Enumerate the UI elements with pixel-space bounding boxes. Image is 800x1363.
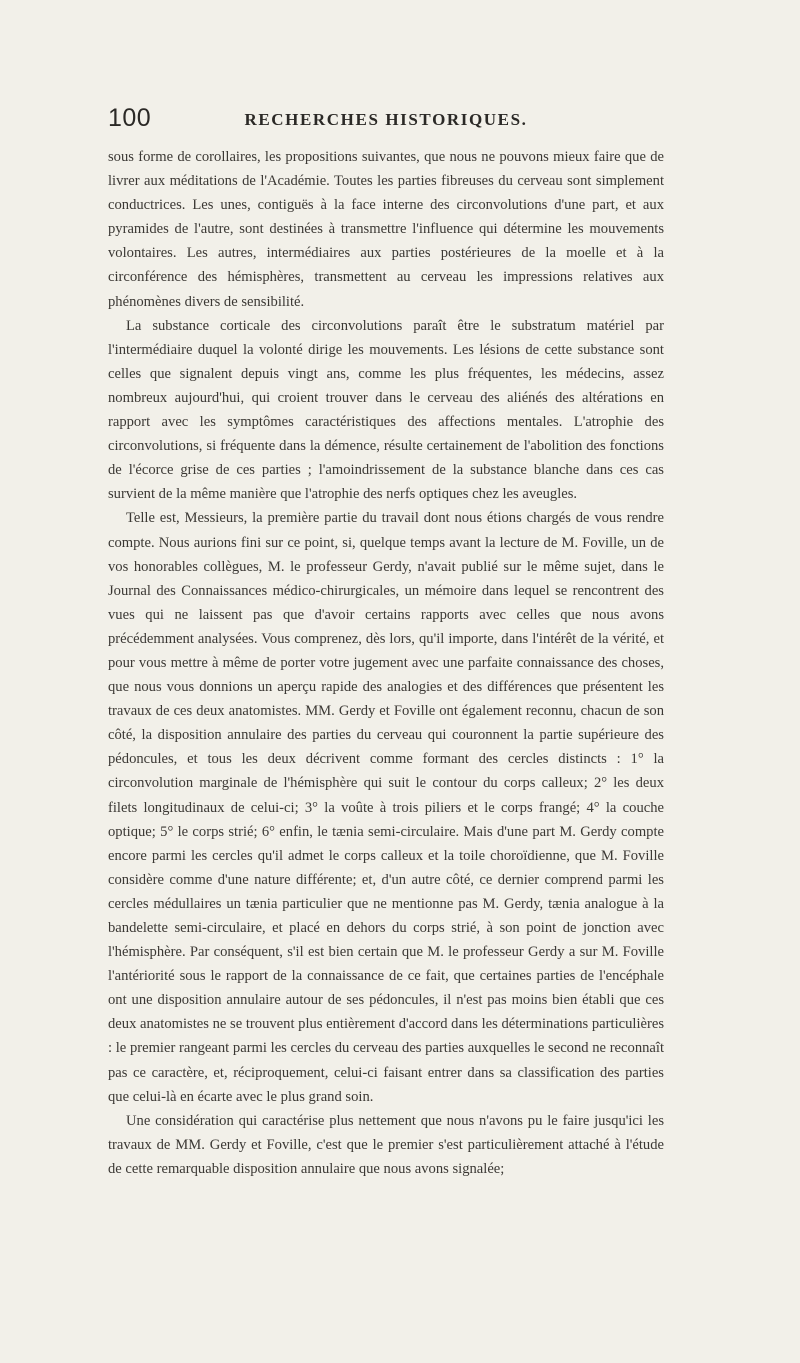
header-title: RECHERCHES HISTORIQUES. — [244, 110, 528, 129]
running-head — [108, 104, 664, 138]
paragraph-1: sous forme de corollaires, les propositions suivantes, que nous ne pouvons mieux faire que de livrer aux méditations de l'Académie. Toutes les parties fibreuses du cerveau sont simplement conductrices. Les unes, contiguës à la face interne des circonvolutions d'une part, et aux pyramides de l'autre, sont destinées à transmettre l'influence qui détermine les mouvements volontaires. Les autres, intermédiaires aux parties postérieures de la moelle et à la circonférence des hémisphères, transmettent au cerveau les impressions relatives aux phénomènes divers de sensibilité. — [108, 149, 664, 310]
page-number: 100 — [108, 104, 152, 132]
paragraph-3: Telle est, Messieurs, la première partie du travail dont nous étions chargés de vous rendre compte. Nous aurions fini sur ce point, si, quelque temps avant la lecture de M. Foville, un de vos honorables collègues, M. le professeur Gerdy, n'avait publié sur le même sujet, dans le Journal des Connaissances médico-chirurgicales, un mémoire dans lequel se rencontrent des vues qui ne laissent pas que d'avoir certains rapports avec celles que nous avons précédemment analysées. Vous comprenez, dès lors, qu'il importe, dans l'intérêt de la vérité, et pour vous mettre à même de porter votre jugement avec une parfaite connaissance des choses, que nous vous donnions un aperçu rapide des analogies et des différences que présentent les travaux de ces deux anatomistes. MM. Gerdy et Foville ont également reconnu, chacun de son côté, la disposition annulaire des parties du cerveau qui couronnent la partie supérieure des pédoncules, et tous les deux décrivent comme formant des cercles distincts : 1° la circonvolution marginale de l'hémisphère qui suit le contour du corps calleux; 2° les deux filets longitudinaux de celui-ci; 3° la voûte à trois piliers et le corps frangé; 4° la couche optique; 5° le corps strié; 6° enfin, le tænia semi-circulaire. Mais d'une part M. Gerdy compte encore parmi les cercles qu'il admet le corps calleux et la toile choroïdienne, que M. Foville considère comme d'une nature différente; et, d'un autre côté, ce dernier comprend parmi les cercles médullaires un tænia particulier que ne mentionne pas M. Gerdy, tænia analogue à la bandelette semi-circulaire, et placé en dehors du corps strié, à son point de jonction avec l'hémisphère. Par conséquent, s'il est bien certain que M. le professeur Gerdy a sur M. Foville l'antériorité sous le rapport de la connaissance de ce fait, que certaines parties de l'encéphale ont une disposition annulaire autour de ses pédoncules, il n'est pas moins bien établi que ces deux anatomistes ne se trouvent plus entièrement d'accord dans les déterminations particulières : le premier rangeant parmi les cercles du cerveau des parties auxquelles le second ne reconnaît pas ce caractère, et, réciproquement, celui-ci faisant entrer dans sa classification des parties que celui-là en écarte avec le plus grand soin. — [108, 510, 664, 1105]
paragraph-2: La substance corticale des circonvolutions paraît être le substratum matériel par l'intermédiaire duquel la volonté dirige les mouvements. Les lésions de cette substance sont celles que signalent depuis vingt ans, comme les plus fréquentes, les médecins, assez nombreux aujourd'hui, qui croient trouver dans le cerveau des aliénés des altérations en rapport avec les symptômes caractéristiques des affections mentales. L'atrophie des circonvolutions, si fréquente dans la démence, résulte certainement de l'abolition des fonctions de l'écorce grise de ces parties ; l'amoindrissement de la substance blanche dans ces cas survient de la même manière que l'atrophie des nerfs optiques chez les aveugles. — [108, 317, 664, 503]
body-text — [108, 145, 664, 1181]
paragraph-4: Une considération qui caractérise plus nettement que nous n'avons pu le faire jusqu'ici les travaux de MM. Gerdy et Foville, c'est que le premier s'est particulièrement attaché à l'étude de cette remarquable disposition annulaire que nous avons signalée; — [108, 1112, 664, 1177]
